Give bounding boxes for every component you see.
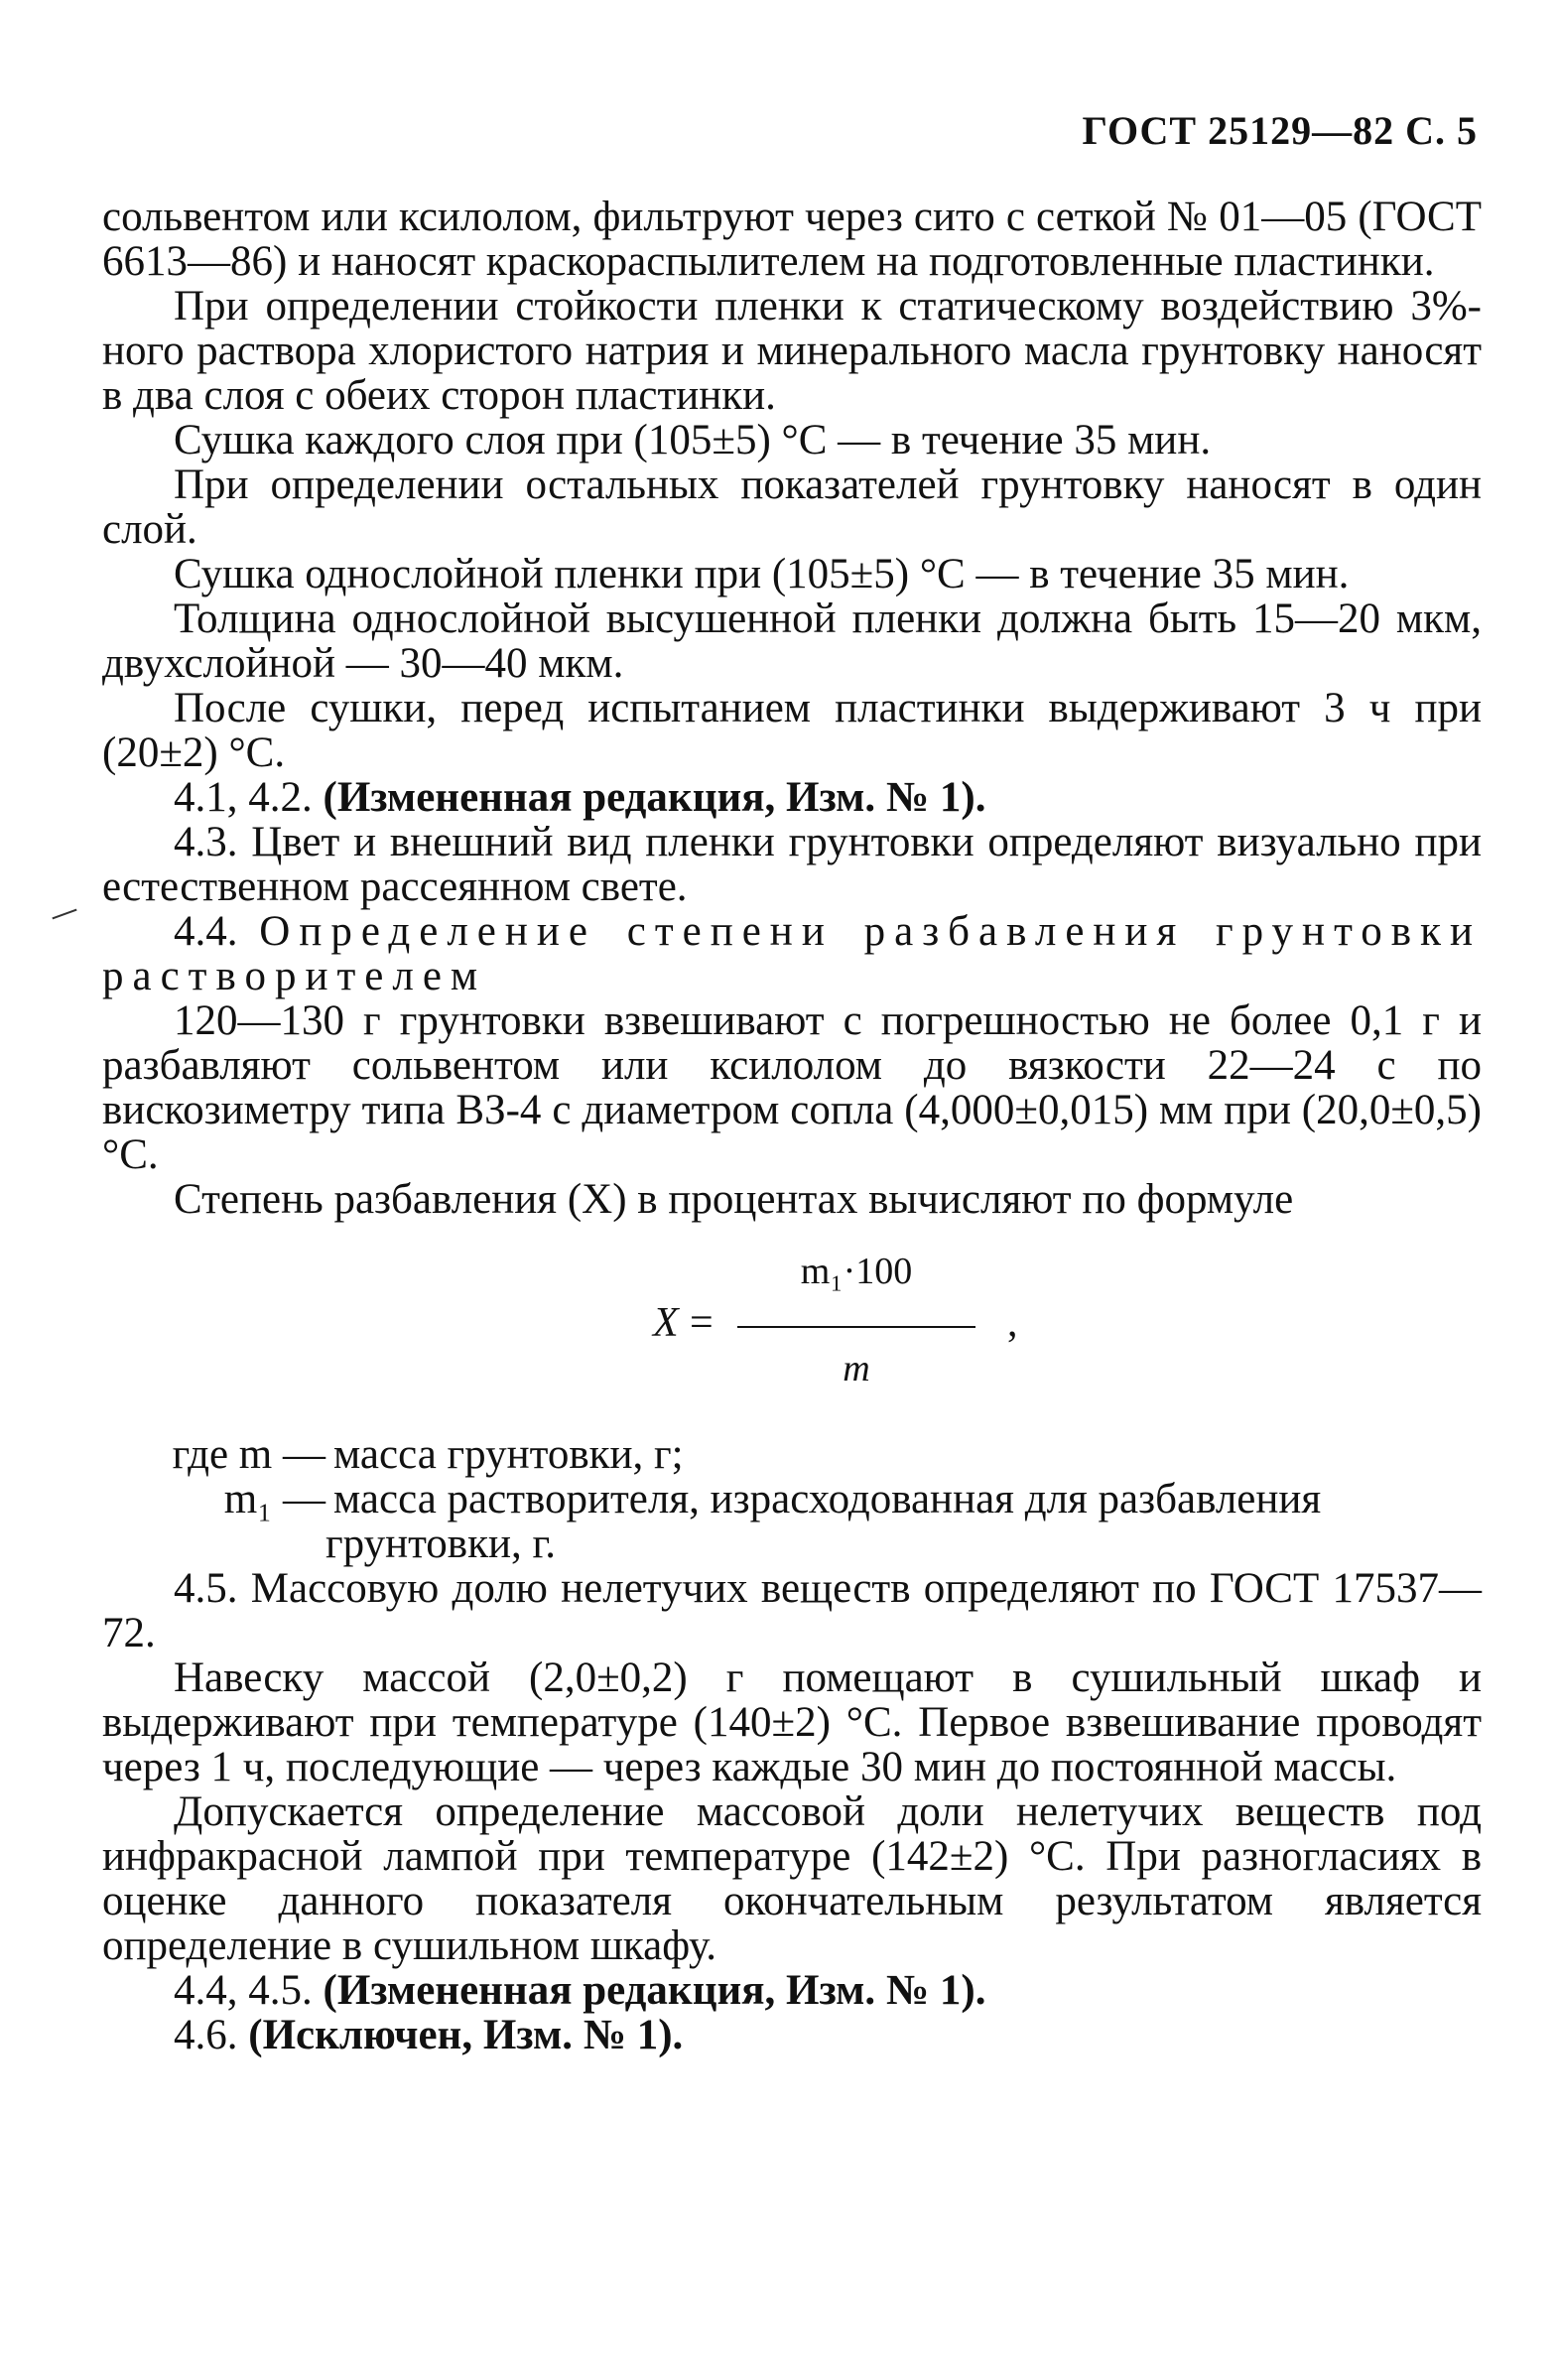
where-row — [102, 1432, 1482, 1477]
paragraph: Сушка каждого слоя при (105±5) °С — в течение 35 мин. — [174, 417, 1212, 463]
paragraph: Навеску массой (2,0±0,2) г помещают в сушильный шкаф и выдерживают при температуре (140±2) °С. Первое взвешивание проводят через 1 ч, последующие — через каждые 30 мин до постоянной массы. — [102, 1654, 1482, 1790]
paragraph: При определении стойкости пленки к статическому воздействию 3%-ного раствора хлористого натрия и минерального масла грунтовку наносят в два слоя с обеих сторон пластинки. — [102, 283, 1482, 419]
margin-mark — [52, 909, 76, 920]
where-row — [102, 1477, 1482, 1521]
paragraph: 120—130 г грунтовки взвешивают с погрешностью не более 0,1 г и разбавляют сольвентом или ксилолом до вязкости 22—24 с по вискозиметру типа ВЗ-4 с диаметром сопла (4,000±0,015) мм при (20,0±0,5) °С. — [102, 997, 1482, 1178]
paragraph: Допускается определение массовой доли нелетучих веществ под инфракрасной лампой при температуре (142±2) °С. При разногласиях в оценке данного показателя окончательным результатом является определение в сушильном шкафу. — [102, 1788, 1482, 1969]
paragraph: После сушки, перед испытанием пластинки выдерживают 3 ч при (20±2) °С. — [102, 685, 1482, 776]
paragraph: Степень разбавления (X) в процентах вычисляют по формуле — [174, 1176, 1294, 1223]
fraction-bar — [737, 1326, 975, 1328]
clause-number: 4.4, 4.5. — [174, 1967, 324, 2014]
paragraph: 4.3. Цвет и внешний вид пленки грунтовки определяют визуально при естественном рассеянном свете. — [102, 819, 1482, 910]
clause-number: 4.1, 4.2. — [174, 774, 324, 821]
formula — [102, 1240, 1482, 1408]
paragraph: 4.5. Массовую долю нелетучих веществ определяют по ГОСТ 17537—72. — [102, 1565, 1482, 1656]
variable-description: масса грунтовки, г; — [333, 1431, 684, 1478]
paragraph: Сушка однослойной пленки при (105±5) °С — в течение 35 мин. — [174, 551, 1350, 597]
amendment-note — [102, 1968, 1482, 2013]
variable-symbol: где m — — [172, 1431, 325, 1478]
formula-denominator: m — [843, 1348, 870, 1389]
section-title: Определение степени разбавления грунтовки растворителем — [102, 908, 1483, 999]
amendment-note — [102, 2013, 1482, 2057]
page-header: ГОСТ 25129—82 С. 5 — [1082, 108, 1478, 153]
document-body — [102, 195, 1482, 2057]
paragraph: Толщина однослойной высушенной пленки должна быть 15—20 мкм, двухслойной — 30—40 мкм. — [102, 595, 1482, 687]
variable-symbol: m₁ — — [223, 1476, 325, 1522]
amendment-text: (Измененная редакция, Изм. № 1). — [323, 774, 986, 821]
amendment-text: (Исключен, Изм. № 1). — [248, 2012, 684, 2058]
variable-description: масса растворителя, израсходованная для разбавления — [333, 1476, 1322, 1522]
formula-equals: = — [690, 1300, 714, 1346]
paragraph: сольвентом или ксилолом, фильтруют через сито с сеткой № 01—05 (ГОСТ 6613—86) и наносят краскораспылителем на подготовленные пластинки. — [102, 194, 1482, 285]
formula-comma: , — [1007, 1300, 1018, 1346]
clause-number: 4.6. — [174, 2012, 249, 2058]
variable-description-cont: грунтовки, г. — [325, 1521, 557, 1567]
amendment-note — [102, 775, 1482, 820]
clause-number: 4.4. — [174, 908, 260, 955]
formula-lhs: X — [653, 1300, 679, 1346]
formula-numerator: m₁·100 — [800, 1251, 913, 1292]
section-heading — [102, 909, 1482, 998]
amendment-text: (Измененная редакция, Изм. № 1). — [323, 1967, 986, 2014]
paragraph: При определении остальных показателей грунтовку наносят в один слой. — [102, 462, 1482, 553]
